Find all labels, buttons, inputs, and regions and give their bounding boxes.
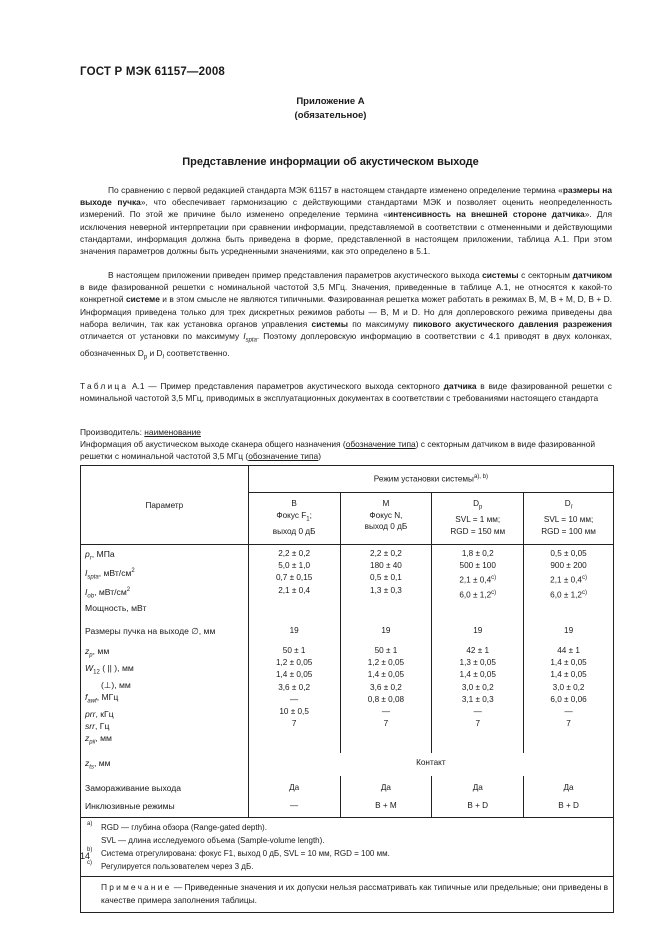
param-w12-perp: (⊥), мм [101, 679, 131, 690]
table-row-pressure-power [81, 545, 614, 615]
value-cell: 10 ± 0,5 [279, 706, 309, 716]
group2-col-dp [432, 637, 524, 753]
value-cell: 1,4 ± 0,05 [459, 670, 496, 680]
table-row-zts [81, 753, 614, 776]
param-freeze: Замораживание выхода [81, 776, 249, 794]
value-cell-contact: Контакт [248, 753, 613, 776]
table-row-geometry [81, 637, 614, 753]
note-text: — Приведенные значения и их допуски нельзя рассматривать как типичные или предельные; они приведены в качестве примера заполнения таблицы. [101, 881, 609, 905]
table-caption-lead: Таблица [80, 381, 129, 391]
annex-title: Представление информации об акустическом выходе [182, 156, 479, 168]
p2-text-5: по максимуму [348, 318, 413, 329]
group1-col-m [340, 545, 432, 615]
value-cell: 1,8 ± 0,2 [461, 549, 494, 558]
table-note-row [81, 876, 614, 912]
mode-dp-name: D [473, 499, 480, 508]
footnote-mark: a) [87, 820, 93, 827]
p1-text-3: ». Для исключения неверной интерпретации при сравнении информации, представляемой в соответствии с отмененными и действующими стандартами, информация должна быть приведена в форме, представленной в настоящем приложении, таблица А.1. При этом значения параметров должны быть усредненными значениями, как это определено в 5.1. [80, 209, 612, 257]
param-zp-sym: z [85, 645, 90, 656]
param-inclusive: Инклюзивные режимы [81, 794, 249, 817]
value-footnote-mark: c) [491, 590, 497, 597]
value-cell: — [473, 706, 482, 716]
footnote-text: Регулируется пользователем через 3 дБ. [101, 861, 254, 871]
mode-b-output: выход 0 дБ [272, 526, 316, 536]
p2-text-3: в виде фазированной решетки с номинальной частотой 3,5 МГц. Значения, приведенные в таблице А.1, не относятся к какой-то конкретной [80, 282, 612, 305]
value-cell: 500 ± 100 [459, 561, 496, 571]
p2-bold-1: системы [482, 270, 519, 280]
p2-bold-4: системы [311, 318, 348, 329]
value-footnote-mark: c) [491, 575, 497, 582]
paragraph-1 [80, 184, 612, 257]
value-cell: — [381, 706, 391, 716]
value-cell: 0,5 ± 0,05 [550, 549, 587, 558]
producer-info [80, 426, 612, 463]
group1-col-di [524, 545, 614, 615]
value-cell: 180 ± 40 [370, 561, 402, 571]
table-footnotes-row [81, 817, 614, 876]
footnote-text: SVL — длина исследуемого объема (Sample-volume length). [101, 835, 325, 845]
param-ispta-sym: I [85, 567, 88, 578]
value-cell: 900 ± 200 [550, 561, 587, 571]
param-srr-unit: , Гц [95, 721, 110, 732]
mode-di-name: D [564, 499, 571, 508]
value-cell: 2,1 ± 0,4 [278, 585, 311, 595]
value-cell: — [248, 794, 340, 817]
table-note [81, 876, 614, 912]
value-cell: 50 ± 1 [282, 645, 306, 655]
param-header: Параметр [81, 466, 249, 545]
mode-dp-svl: SVL = 1 мм; [455, 515, 501, 525]
value-cell: Да [248, 776, 340, 794]
value-footnote-mark: c) [581, 575, 587, 582]
table-caption-text-2: в виде фазированной решетки с номинальной частотой 3,5 МГц, приводимых в эксплуатационных документах в соответствии с требованиями настоящего стандарта [80, 381, 612, 404]
value-cell: 3,6 ± 0,2 [370, 682, 402, 692]
p2-bold-3: системе [125, 294, 160, 305]
value-cell: 3,1 ± 0,3 [461, 694, 494, 704]
value-cell: Да [340, 776, 432, 794]
p2-text-2: с секторным [518, 270, 573, 280]
producer-type-1: обозначение типа [345, 439, 416, 450]
footnote-text: RGD — глубина обзора (Range-gated depth). [101, 822, 267, 832]
value-cell: Да [432, 776, 524, 794]
param-srr-sym: srr [85, 721, 96, 732]
table-footnotes [81, 817, 614, 876]
footnote-mark: b) [87, 846, 93, 853]
value-cell: 3,6 ± 0,2 [278, 682, 311, 692]
param-zpii-sub: pii [89, 739, 96, 746]
value-cell: 2,1 ± 0,4 [459, 576, 492, 586]
value-cell: 3,0 ± 0,2 [552, 682, 585, 692]
param-power: Мощность, мВт [85, 603, 147, 614]
param-w12-sub: 12 [93, 669, 100, 676]
param-iob-unit-sup: 2 [126, 586, 131, 593]
mode-b-focus-sub: 1 [306, 516, 310, 523]
mode-m-output: выход 0 дБ [364, 522, 408, 531]
p1-text-2: », что обеспечивает гармонизацию с действующими стандартами МЭК и позволяет оценить неопределенность измерений. По этой же причине было изменено определение термина « [80, 197, 612, 220]
mode-di-rgd: RGD = 100 мм [541, 526, 596, 536]
p2-bold-2: датчиком [572, 270, 613, 280]
p2-text-1: В настоящем приложении приведен пример представления параметров акустического выхода [108, 270, 483, 280]
mode-header-text: Режим установки системы [373, 474, 474, 484]
param-pr-unit: , МПа [91, 549, 115, 559]
param-zp-unit: , мм [92, 645, 110, 656]
producer-info-text-2: ) с секторным датчиком в виде фазированной решетки с номинальной частотой 3,5 МГц ( [80, 439, 596, 462]
value-cell: — [290, 694, 299, 704]
value-cell: 6,0 ± 1,2 [459, 591, 492, 601]
value-cell: 0,7 ± 0,15 [275, 573, 313, 583]
param-prr-sym: prr [85, 708, 96, 719]
group2-col-di [524, 637, 614, 753]
value-cell: 19 [248, 615, 340, 637]
p1-bold-1: размеры на выходе пучка [80, 185, 612, 208]
p1-bold-2: интенсивность на внешней стороне датчика [387, 209, 585, 220]
annex-type: (обязательное) [294, 110, 367, 121]
mode-col-b [248, 493, 340, 545]
group1-col-b [248, 545, 340, 615]
value-cell: 1,4 ± 0,05 [550, 670, 587, 680]
param-fawf-sym: f [85, 691, 88, 702]
value-cell: 1,3 ± 0,3 [370, 585, 402, 595]
mode-di-sub: I [570, 504, 573, 511]
param-zpii-sym: z [85, 733, 90, 744]
param-pr-sym: p [85, 549, 90, 559]
param-zts-sym: z [85, 758, 90, 769]
value-cell: 7 [291, 719, 297, 729]
value-cell: 0,5 ± 0,1 [370, 573, 402, 583]
p2-text-7: . Поэтому доплеровскую информацию в соответствии с 4.1 приводят в двух колонках, обозначенных D [80, 331, 612, 358]
value-cell: 50 ± 1 [374, 645, 398, 655]
p2-text-9: соответственно. [164, 347, 230, 358]
mode-dp-sub: p [479, 504, 483, 511]
value-cell: 5,0 ± 1,0 [278, 561, 311, 571]
group1-params [81, 545, 249, 615]
value-cell: 19 [432, 615, 524, 637]
producer-info-text-3: ) [318, 451, 321, 462]
param-pr-sub: r [89, 555, 92, 562]
mode-b-focus-end: ; [309, 510, 312, 520]
param-prr-unit: , кГц [95, 708, 114, 719]
value-cell: B + D [432, 794, 524, 817]
table-row-freeze [81, 776, 614, 794]
producer-name: наименование [144, 427, 201, 437]
paragraph-2 [80, 269, 612, 364]
p2-text-6: отличается от установки по максимуму [80, 331, 244, 342]
annex-label: Приложение А [296, 96, 365, 107]
group2-col-m [340, 637, 432, 753]
param-fawf-unit: , МГц [96, 691, 119, 702]
value-cell: 1,4 ± 0,05 [550, 658, 587, 668]
mode-header [248, 466, 613, 493]
p2-text-8: и D [147, 347, 163, 358]
param-zts-sub: ts [89, 764, 94, 771]
value-cell: 1,3 ± 0,05 [459, 658, 496, 668]
p1-text-1: По сравнению с первой редакцией стандарта МЭК 61157 в настоящем стандарте изменено определение термина « [108, 185, 563, 195]
value-cell: 6,0 ± 0,06 [550, 694, 587, 704]
mode-dp-rgd: RGD = 150 мм [450, 526, 506, 536]
producer-label: Производитель: [80, 427, 145, 437]
param-ispta-unit: , мВт/см [98, 567, 132, 578]
table-caption [80, 380, 612, 404]
value-cell: 1,2 ± 0,05 [367, 658, 405, 668]
mode-col-m [340, 493, 432, 545]
acoustic-output-table [80, 465, 614, 913]
note-lead: Примечание [101, 881, 172, 892]
value-footnote-mark: c) [581, 590, 587, 597]
p2-ispta-sub: spta [245, 337, 257, 344]
value-cell: 1,4 ± 0,05 [275, 670, 313, 680]
value-cell: B + M [340, 794, 432, 817]
value-cell: 19 [524, 615, 614, 637]
value-cell: 3,0 ± 0,2 [461, 682, 494, 692]
mode-m-focus: Фокус N, [369, 510, 403, 520]
param-iob-unit: , мВт/см [94, 586, 127, 597]
page-number: 14 [80, 851, 91, 861]
mode-col-dp [432, 493, 524, 545]
p2-text-4: и в этом смысле не являются типичными. Фазированная решетка может работать в режимах B, M, B + M, D, B + D. Информация приведена только для трех дискретных режимов работы — B, M и D. Но для доплеровского режима приведены два набора величин, так как установка органов управления [80, 294, 612, 329]
table-row-beam-size [81, 615, 614, 637]
p2-dp-sub: p [143, 354, 148, 361]
param-fawf-sub: awf [87, 698, 97, 705]
param-zts [81, 753, 249, 776]
footnote-text: Система отрегулирована: фокус F1, выход 0 дБ, SVL = 10 мм, RGD = 100 мм. [101, 848, 390, 858]
value-cell: 44 ± 1 [557, 645, 580, 655]
value-cell: 1,2 ± 0,05 [275, 658, 313, 668]
value-cell: 2,2 ± 0,2 [370, 549, 402, 558]
value-cell: 7 [566, 719, 571, 729]
value-cell: — [564, 706, 573, 716]
mode-m-name: M [382, 499, 390, 508]
table-caption-text: А.1 — Пример представления параметров акустического выхода секторного [128, 381, 444, 391]
param-w12-sym: W [85, 662, 94, 673]
value-cell: 1,4 ± 0,05 [367, 670, 405, 680]
value-cell: 2,2 ± 0,2 [278, 549, 311, 558]
mode-di-svl: SVL = 10 мм; [543, 515, 594, 525]
p2-di-sub: I [162, 354, 165, 361]
group1-col-dp [432, 545, 524, 615]
group2-params [81, 637, 249, 753]
param-iob-sub: ob [87, 593, 95, 600]
param-w12-unit: ( || ), мм [99, 662, 134, 673]
param-zp-sub: p [89, 652, 93, 659]
value-cell: 19 [340, 615, 432, 637]
p2-bold-5: пикового акустического давления разрежения [412, 318, 613, 329]
standard-header: ГОСТ Р МЭК 61157—2008 [80, 66, 226, 78]
value-cell: B + D [524, 794, 614, 817]
mode-col-di [524, 493, 614, 545]
value-cell: 42 ± 1 [466, 645, 490, 655]
param-beam-size: Размеры пучка на выходе ∅, мм [81, 615, 249, 637]
producer-type-2: обозначение типа [248, 451, 319, 462]
group2-col-b [248, 637, 340, 753]
mode-header-sup: a), b) [473, 474, 488, 481]
mode-b-focus: Фокус F [276, 510, 307, 520]
table-caption-bold: датчика [443, 381, 477, 391]
producer-info-text-1: Информация об акустическом выходе сканера общего назначения ( [80, 439, 346, 450]
param-ispta-unit-sup: 2 [131, 567, 135, 574]
param-iob-sym: I [85, 586, 88, 597]
p2-ispta: I [243, 331, 246, 342]
param-zts-unit: , мм [93, 758, 111, 769]
footnote-mark: c) [87, 859, 92, 866]
value-cell: 2,1 ± 0,4 [550, 576, 582, 586]
param-zpii-unit: , мм [95, 733, 112, 744]
value-cell: 6,0 ± 1,2 [550, 591, 582, 601]
value-cell: 0,8 ± 0,08 [367, 694, 405, 704]
table-row-inclusive [81, 794, 614, 817]
value-cell: 7 [475, 719, 481, 729]
param-ispta-sub: spta [87, 574, 99, 581]
value-cell: 7 [383, 719, 389, 729]
value-cell: Да [524, 776, 614, 794]
mode-b-name: B [291, 499, 297, 508]
